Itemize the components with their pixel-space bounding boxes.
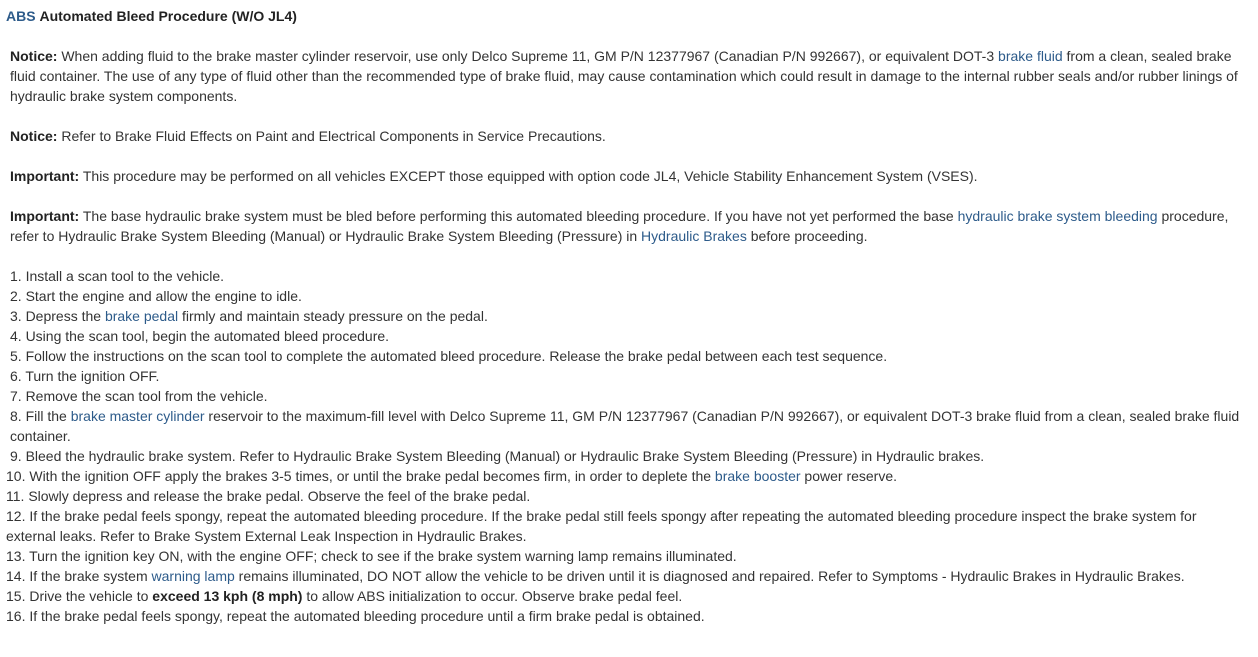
step-text: 10. With the ignition OFF apply the brakes 3-5 times, or until the brake pedal becomes firm, in order to deplete the bbox=[6, 468, 715, 484]
notice-fluid bbox=[6, 46, 1246, 106]
step-15 bbox=[6, 586, 1246, 606]
step-11: 11. Slowly depress and release the brake pedal. Observe the feel of the brake pedal. bbox=[6, 488, 531, 504]
step-text: firmly and maintain steady pressure on the pedal. bbox=[178, 308, 488, 324]
step-14 bbox=[6, 566, 1246, 586]
important-text: procedure, refer to Hydraulic Brake System Bleeding (Manual) or Hydraulic Brake System Bleeding (Pressure) in bbox=[10, 208, 1229, 244]
document bbox=[6, 6, 1246, 626]
step-1: 1. Install a scan tool to the vehicle. bbox=[10, 268, 225, 284]
brake-fluid-link[interactable]: brake fluid bbox=[998, 48, 1063, 64]
hydraulic-brakes-link[interactable]: Hydraulic Brakes bbox=[641, 228, 747, 244]
important-base-bleed bbox=[6, 206, 1246, 246]
step-5: 5. Follow the instructions on the scan tool to complete the automated bleed procedure. Release the brake pedal between each test sequence. bbox=[10, 348, 888, 364]
procedure-steps bbox=[6, 266, 1246, 626]
important-text: before proceeding. bbox=[746, 228, 868, 244]
step-9: 9. Bleed the hydraulic brake system. Refer to Hydraulic Brake System Bleeding (Manual) or Hydraulic Brake System Bleeding (Pressure) in Hydraulic brakes. bbox=[10, 448, 985, 464]
step-text: remains illuminated, DO NOT allow the vehicle to be driven until it is diagnosed and repaired. Refer to Symptoms - Hydraulic Brakes in Hydraulic Brakes. bbox=[234, 568, 1185, 584]
warning-lamp-link[interactable]: warning lamp bbox=[151, 568, 235, 584]
notice-text: When adding fluid to the brake master cylinder reservoir, use only Delco Supreme 11, GM P/N 12377967 (Canadian P/N 992667), or equivalent DOT-3 bbox=[57, 48, 999, 64]
step-8 bbox=[6, 406, 1246, 446]
step-text: 3. Depress the bbox=[10, 308, 105, 324]
important-label: Important: bbox=[10, 208, 80, 224]
step-text: to allow ABS initialization to occur. Observe brake pedal feel. bbox=[302, 588, 683, 604]
brake-master-cylinder-link[interactable]: brake master cylinder bbox=[70, 408, 205, 424]
notice-text: from a clean, sealed brake fluid container. The use of any type of fluid other than the recommended type of brake fluid, may cause contamination which could result in damage to the internal rubber seals and/or rubber linings of hydraulic brake system components. bbox=[10, 48, 1238, 104]
step-text: power reserve. bbox=[800, 468, 898, 484]
step-6: 6. Turn the ignition OFF. bbox=[10, 368, 160, 384]
notice-label: Notice: bbox=[10, 48, 58, 64]
important-jl4 bbox=[6, 166, 1246, 186]
step-10 bbox=[6, 466, 1246, 486]
step-13: 13. Turn the ignition key ON, with the engine OFF; check to see if the brake system warning lamp remains illuminated. bbox=[6, 548, 737, 564]
step-3 bbox=[6, 306, 1246, 326]
notice-label: Notice: bbox=[10, 128, 58, 144]
step-16: 16. If the brake pedal feels spongy, repeat the automated bleeding procedure until a firm brake pedal is obtained. bbox=[6, 608, 705, 624]
step-4: 4. Using the scan tool, begin the automated bleed procedure. bbox=[10, 328, 390, 344]
important-text: This procedure may be performed on all vehicles EXCEPT those equipped with option code JL4, Vehicle Stability Enhancement System (VSES). bbox=[79, 168, 978, 184]
hydraulic-brake-system-bleeding-link[interactable]: hydraulic brake system bleeding bbox=[957, 208, 1158, 224]
notice-text: Refer to Brake Fluid Effects on Paint and Electrical Components in Service Precautions. bbox=[57, 128, 606, 144]
title-abbreviation: ABS bbox=[6, 8, 36, 24]
step-text: reservoir to the maximum-fill level with Delco Supreme 11, GM P/N 12377967 (Canadian P/N 992667), or equivalent DOT-3 brake fluid from a clean, sealed brake fluid container. bbox=[10, 408, 1240, 444]
step-text: 8. Fill the bbox=[10, 408, 71, 424]
step-text: 14. If the brake system bbox=[6, 568, 152, 584]
important-label: Important: bbox=[10, 168, 80, 184]
important-text: The base hydraulic brake system must be bled before performing this automated bleeding procedure. If you have not yet performed the base bbox=[79, 208, 958, 224]
brake-pedal-link[interactable]: brake pedal bbox=[104, 308, 179, 324]
step-text: 15. Drive the vehicle to bbox=[6, 588, 153, 604]
brake-booster-link[interactable]: brake booster bbox=[714, 468, 801, 484]
notice-paint bbox=[6, 126, 1246, 146]
speed-threshold: exceed 13 kph (8 mph) bbox=[152, 588, 303, 604]
page-title bbox=[6, 6, 1246, 26]
step-2: 2. Start the engine and allow the engine to idle. bbox=[10, 288, 302, 304]
title-text: Automated Bleed Procedure (W/O JL4) bbox=[39, 8, 297, 24]
step-12: 12. If the brake pedal feels spongy, repeat the automated bleeding procedure. If the brake pedal still feels spongy after repeating the automated bleeding procedure inspect the brake system for external leaks. Refer to Brake System External Leak Inspection in Hydraulic Brakes. bbox=[6, 508, 1197, 544]
step-7: 7. Remove the scan tool from the vehicle. bbox=[10, 388, 268, 404]
